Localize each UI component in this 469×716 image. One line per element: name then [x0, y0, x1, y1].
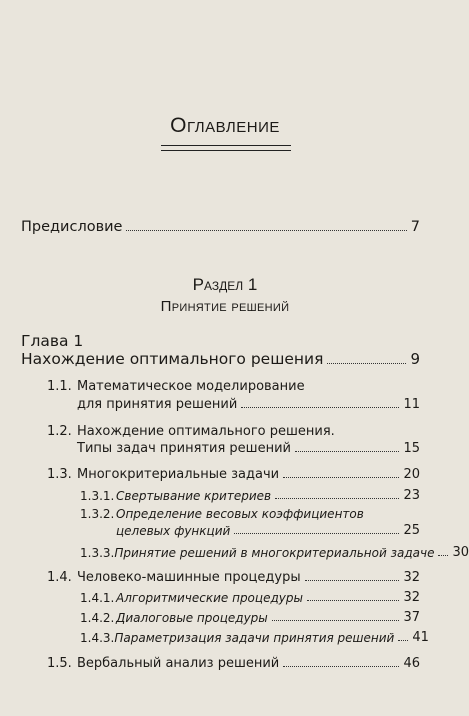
entry-text: Определение весовых коэффициентов: [116, 507, 364, 521]
entry-label: Нахождение оптимального решения: [21, 350, 324, 368]
dot-leader: [327, 363, 406, 364]
title-double-rule: [161, 145, 291, 151]
entry-text: Математическое моделирование: [77, 379, 305, 394]
page-number: 37: [403, 610, 420, 625]
page-number: 30: [452, 545, 469, 560]
toc-entry-1-2[interactable]: [77, 441, 420, 456]
entry-line1: [47, 424, 420, 439]
toc-entry-preface[interactable]: [21, 219, 420, 235]
dot-leader: [295, 451, 399, 452]
dot-leader: [283, 477, 399, 478]
entry-label: Диалоговые процедуры: [116, 611, 268, 625]
entry-line1: [80, 507, 420, 521]
page-title: Оглавление: [170, 114, 280, 137]
toc-entry-1-3-3[interactable]: [80, 545, 469, 560]
entry-label: целевых функций: [116, 524, 231, 538]
page-number: 11: [403, 397, 420, 412]
entry-label: Параметризация задачи принятия решений: [114, 631, 395, 645]
toc-entry-1-4-1[interactable]: [80, 590, 420, 605]
toc-entry-1-3-2[interactable]: [116, 523, 420, 538]
dot-leader: [126, 230, 406, 231]
dot-leader: [305, 580, 400, 581]
toc-entry-1-4-2[interactable]: [80, 610, 420, 625]
entry-label: Предисловие: [21, 219, 123, 235]
toc-entry-1-3[interactable]: [47, 467, 420, 482]
toc-entry-1-3-1[interactable]: [80, 488, 420, 503]
page-number: 46: [403, 656, 420, 671]
entry-number: 1.1.: [47, 379, 72, 394]
entry-label: для принятия решений: [77, 397, 238, 412]
dot-leader: [398, 640, 408, 641]
page-number: 7: [410, 219, 420, 235]
entry-number: 1.3.1.: [80, 489, 115, 503]
page-number: 23: [403, 488, 420, 503]
toc-entry-1-4-3[interactable]: [80, 630, 429, 645]
page-number: 32: [403, 590, 420, 605]
page-number: 20: [403, 467, 420, 482]
page-number: 9: [410, 350, 420, 368]
entry-label: Принятие решений в многокритериальной задаче: [114, 546, 435, 560]
entry-number: 1.3.: [47, 467, 72, 482]
dot-leader: [234, 533, 399, 534]
entry-label: Типы задач принятия решений: [77, 441, 291, 456]
entry-number: 1.3.3.: [80, 546, 115, 560]
toc-entry-1-1[interactable]: [77, 397, 420, 412]
page-number: 25: [403, 523, 420, 538]
dot-leader: [283, 666, 399, 667]
toc-entry-1-4[interactable]: [47, 570, 420, 585]
toc-entry-chapter-1[interactable]: [21, 350, 420, 368]
entry-number: 1.3.2.: [80, 507, 115, 521]
section-label: Раздел 1: [192, 275, 258, 294]
entry-number: 1.5.: [47, 656, 72, 671]
entry-number: 1.4.2.: [80, 611, 115, 625]
entry-number: 1.2.: [47, 424, 72, 439]
entry-number: 1.4.3.: [80, 631, 115, 645]
entry-number: 1.4.1.: [80, 591, 115, 605]
dot-leader: [275, 498, 399, 499]
chapter-label: Глава 1: [21, 332, 84, 350]
entry-number: 1.4.: [47, 570, 72, 585]
section-title: Принятие решений: [160, 298, 290, 315]
toc-entry-1-5[interactable]: [47, 656, 420, 671]
dot-leader: [272, 620, 400, 621]
entry-line1: [47, 379, 420, 394]
dot-leader: [307, 600, 400, 601]
dot-leader: [241, 407, 399, 408]
page-number: 32: [403, 570, 420, 585]
entry-label: Человеко-машинные процедуры: [77, 570, 301, 585]
entry-label: Вербальный анализ решений: [77, 656, 280, 671]
entry-label: Алгоритмические процедуры: [116, 591, 303, 605]
entry-label: Многокритериальные задачи: [77, 467, 280, 482]
dot-leader: [438, 555, 448, 556]
page-number: 15: [403, 441, 420, 456]
entry-text: Нахождение оптимального решения.: [77, 424, 335, 439]
entry-label: Свертывание критериев: [116, 489, 272, 503]
page-number: 41: [412, 630, 429, 645]
